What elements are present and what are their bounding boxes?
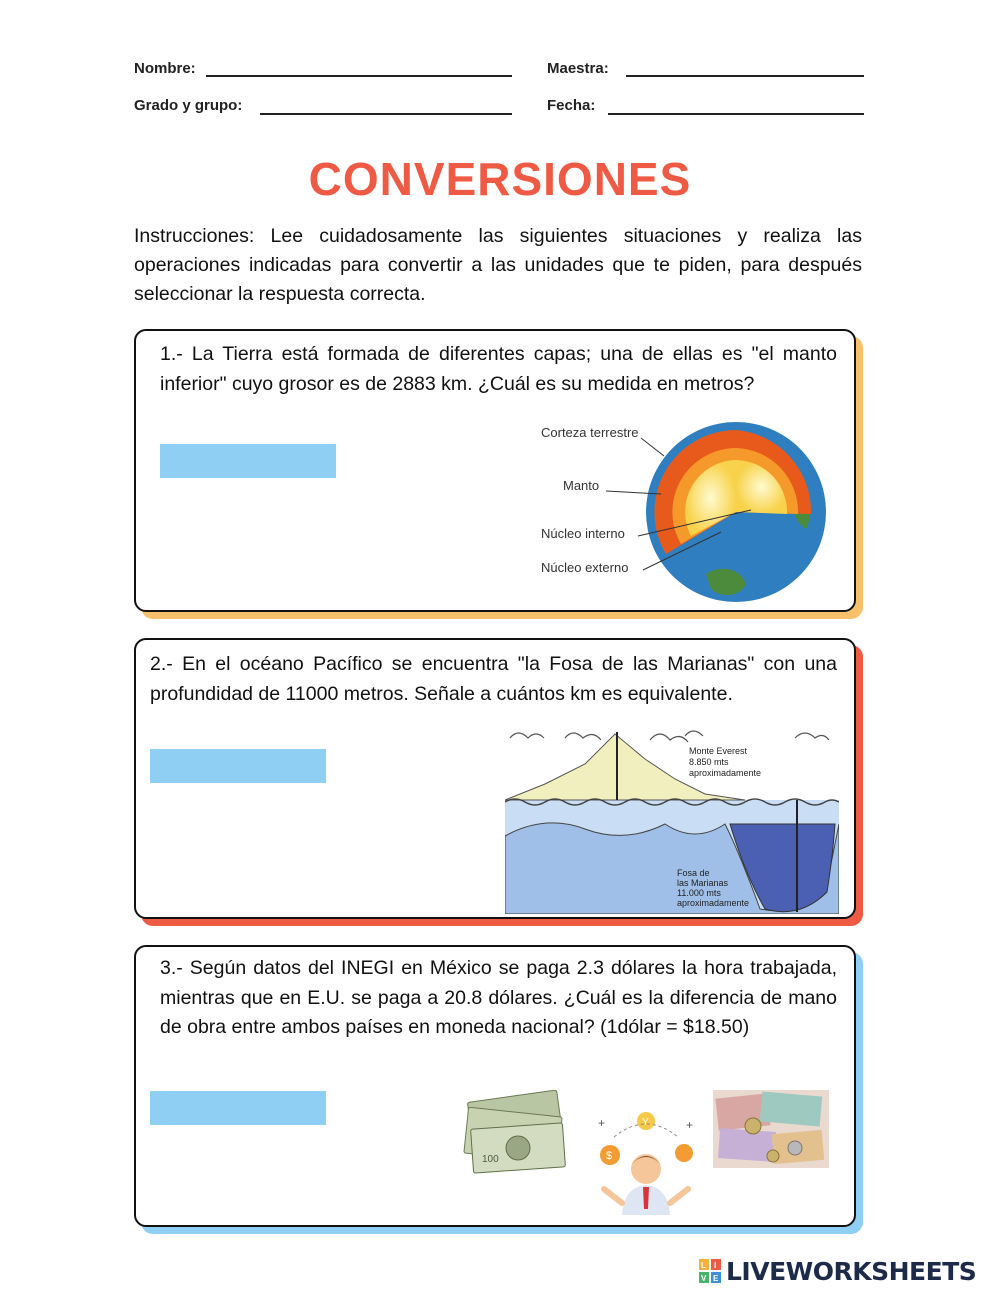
instructions-text: Instrucciones: Lee cuidadosamente las siguientes situaciones y realiza las operaciones indicadas para convertir a las unidades que te piden, para después seleccionar la respuesta correcta. — [134, 225, 862, 305]
label-everest-approx: aproximadamente — [689, 768, 762, 778]
mexican-pesos-image — [713, 1090, 829, 1168]
date-line — [608, 113, 864, 115]
question-card-2 — [134, 638, 856, 919]
teacher-label: Maestra: — [547, 60, 609, 77]
name-label: Nombre: — [134, 60, 196, 77]
label-inner-core: Núcleo interno — [541, 526, 625, 541]
label-mantle: Manto — [563, 478, 600, 493]
question-2-text: 2.- En el océano Pacífico se encuentra "la Fosa de las Marianas" con una profundidad de 11000 metros. Señale a cuántos km es equivalente. — [150, 653, 837, 705]
label-trench-name: las Marianas — [677, 878, 729, 888]
label-trench-title: Fosa de — [677, 868, 710, 878]
gear-icon — [675, 1144, 693, 1162]
svg-text:I: I — [714, 1261, 717, 1270]
brand-name: LIVEWORKSHEETS — [726, 1256, 977, 1286]
svg-text:L: L — [701, 1261, 706, 1270]
worker-finance-icon — [594, 1107, 704, 1217]
date-label: Fecha: — [547, 97, 596, 114]
svg-text:V: V — [701, 1274, 707, 1283]
teacher-line — [626, 75, 864, 77]
dollar-bills-image — [462, 1090, 568, 1174]
answer-input-3[interactable] — [150, 1091, 326, 1125]
label-crust: Corteza terrestre — [541, 425, 639, 440]
question-card-1 — [134, 329, 856, 612]
worker-head — [631, 1154, 661, 1184]
page-title: CONVERSIONES — [308, 153, 692, 205]
grade-label: Grado y grupo: — [134, 97, 243, 114]
label-everest-title: Monte Everest — [689, 746, 748, 756]
name-line — [206, 75, 512, 77]
label-trench-depth: 11.000 mts — [677, 888, 721, 898]
liveworksheets-logo — [698, 1257, 976, 1285]
answer-input-2[interactable] — [150, 749, 326, 783]
svg-text:+: + — [598, 1116, 606, 1130]
label-trench-approx: aproximadamente — [677, 898, 750, 908]
svg-text:Y: Y — [642, 1117, 649, 1128]
question-1-text: 1.- La Tierra está formada de diferentes capas; una de ellas es "el manto inferior" cuyo grosor es de 2883 km. ¿Cuál es su medida en metros? — [160, 343, 837, 395]
question-card-3 — [134, 945, 856, 1227]
live-blocks-icon — [698, 1258, 722, 1284]
svg-text:+: + — [686, 1118, 694, 1132]
svg-text:$: $ — [606, 1150, 613, 1162]
grade-line — [260, 113, 512, 115]
svg-text:E: E — [713, 1274, 719, 1283]
label-everest-height: 8.850 mts — [689, 757, 729, 767]
earth-layers-diagram — [506, 414, 826, 609]
pointer-crust — [641, 438, 664, 456]
question-3-text: 3.- Según datos del INEGI en México se paga 2.3 dólares la hora trabajada, mientras que en E.U. se paga a 20.8 dólares. ¿Cuál es la diferencia de mano de obra entre ambos países en moneda nacional? (1dólar = $18.50) — [160, 957, 837, 1038]
label-outer-core: Núcleo externo — [541, 560, 629, 575]
answer-input-1[interactable] — [160, 444, 336, 478]
svg-text:100: 100 — [482, 1154, 499, 1165]
ocean-profile-diagram — [505, 724, 839, 914]
